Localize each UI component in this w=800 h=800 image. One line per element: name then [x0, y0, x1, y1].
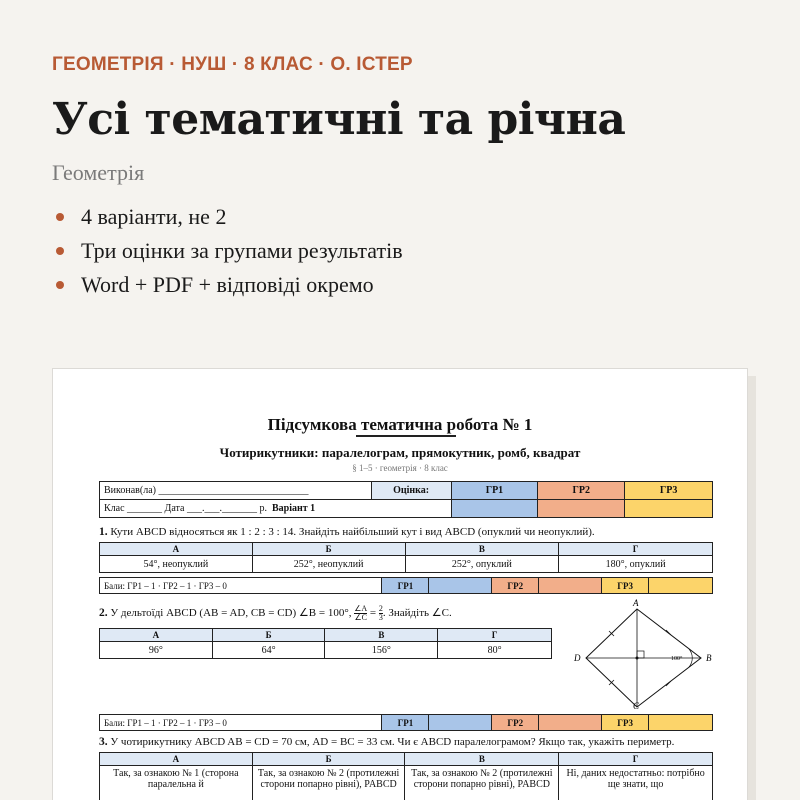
group-3-cell — [649, 715, 713, 731]
question-3 — [99, 736, 674, 748]
group-1-score — [451, 500, 538, 518]
tick-mark — [666, 630, 671, 635]
group-1-cell — [429, 715, 492, 731]
option-letter: В — [405, 543, 559, 556]
student-info-table — [99, 481, 713, 518]
question-number: 3. — [99, 736, 108, 748]
q1-answer-table — [99, 542, 713, 573]
bullet-dot-icon — [56, 247, 64, 255]
vertex-d-label: D — [574, 653, 581, 663]
feature-item — [52, 200, 403, 234]
option-letter: Б — [252, 543, 405, 556]
question-text: У чотирикутнику ABCD AB = CD = 70 см, AD = BC = 33 см. Чи є ABCD паралелограмом? Якщо так, укажіть периметр. — [110, 736, 675, 748]
question-text: Кути ABCD відносяться як 1 : 2 : 3 : 14. Знайдіть найбільший кут і вид ABCD (опуклий чи неопуклий). — [110, 526, 595, 538]
option-letter: Г — [438, 629, 552, 642]
question-1 — [99, 526, 595, 538]
center-point — [636, 657, 639, 660]
group-3-cell — [649, 578, 713, 594]
option-value: Так, за ознакою № 2 (протилежні сторони попарно рівні), PABCD — [252, 766, 405, 800]
fraction-numerator: ∠A — [354, 604, 368, 613]
fraction-angles — [354, 605, 367, 622]
group-3-header: ГР3 — [625, 482, 713, 500]
group-2-header: ГР2 — [538, 482, 625, 500]
question-number: 2. — [99, 607, 108, 620]
group-2-score — [538, 500, 625, 518]
group-3-tag: ГР3 — [602, 715, 649, 731]
option-value: 96° — [100, 642, 213, 659]
class-date-cell — [100, 500, 452, 518]
option-value: 80° — [438, 642, 552, 659]
question-2 — [99, 605, 452, 622]
option-value: 54°, неопуклий — [100, 556, 253, 573]
feature-item — [52, 268, 403, 302]
performer-cell: Виконав(ла) ______________________________ — [100, 482, 372, 500]
option-letter: Г — [559, 753, 713, 766]
option-value: 180°, опуклий — [559, 556, 713, 573]
equals-sign: = — [369, 607, 377, 620]
vertex-b-label: B — [706, 653, 712, 663]
group-2-tag: ГР2 — [492, 715, 539, 731]
tick-mark — [666, 681, 671, 686]
q1-score-row — [99, 577, 713, 594]
group-1-tag: ГР1 — [382, 715, 429, 731]
feature-text: Word + PDF + відповіді окремо — [81, 272, 374, 297]
fraction-denominator: ∠C — [354, 613, 367, 622]
group-3-tag: ГР3 — [602, 578, 649, 594]
class-date-text: Клас _______ Дата ___.___._______ р. — [104, 503, 267, 514]
feature-item — [52, 234, 403, 268]
group-3-score — [625, 500, 713, 518]
feature-text: Три оцінки за групами результатів — [81, 238, 403, 263]
question-text-end: . Знайдіть ∠C. — [382, 607, 452, 620]
group-1-header: ГР1 — [451, 482, 538, 500]
option-letter: А — [100, 543, 253, 556]
angle-label: 100° — [671, 656, 683, 662]
vertex-a-label: A — [633, 598, 639, 608]
group-2-cell — [539, 715, 602, 731]
option-letter: Г — [559, 543, 713, 556]
feature-list — [52, 200, 403, 302]
sheet-meta: § 1–5 · геометрія · 8 клас — [352, 463, 448, 473]
bullet-dot-icon — [56, 213, 64, 221]
sheet-title: Підсумкова тематична робота № 1 — [267, 415, 533, 434]
option-value: 156° — [325, 642, 438, 659]
score-text: Бали: ГР1 – 1 · ГР2 – 1 · ГР3 – 0 — [100, 715, 382, 731]
kicker: ГЕОМЕТРІЯ · НУШ · 8 КЛАС · О. ІСТЕР — [52, 54, 413, 75]
option-value: Ні, даних недостатньо: потрібно ще знати, що — [559, 766, 713, 800]
option-value: Так, за ознакою № 1 (сторона паралельна й — [100, 766, 253, 800]
option-value: 252°, неопуклий — [252, 556, 405, 573]
option-letter: Б — [212, 629, 325, 642]
group-2-tag: ГР2 — [492, 578, 539, 594]
bullet-dot-icon — [56, 281, 64, 289]
vertex-c-label: C — [633, 701, 640, 711]
grade-label: Оцінка: — [371, 482, 451, 500]
option-value: 252°, опуклий — [405, 556, 559, 573]
group-1-tag: ГР1 — [382, 578, 429, 594]
fraction-numerator: 2 — [378, 604, 383, 613]
question-text: У дельтоїді ABCD (AB = AD, CB = CD) ∠B = 100°, — [110, 607, 352, 620]
q2-answer-table — [99, 628, 552, 659]
score-text: Бали: ГР1 – 1 · ГР2 – 1 · ГР3 – 0 — [100, 578, 382, 594]
group-1-cell — [429, 578, 492, 594]
option-value: 64° — [212, 642, 325, 659]
option-letter: В — [405, 753, 559, 766]
q2-score-row — [99, 714, 713, 731]
question-number: 1. — [99, 526, 108, 538]
option-value: Так, за ознакою № 2 (протилежні сторони попарно рівні), PABCD — [405, 766, 559, 800]
group-2-cell — [539, 578, 602, 594]
sheet-subtitle: Чотирикутники: паралелограм, прямокутник, ромб, квадрат — [219, 445, 581, 460]
option-letter: А — [100, 629, 213, 642]
title-underline — [356, 435, 456, 437]
option-letter: А — [100, 753, 253, 766]
page-subtitle: Геометрія — [52, 160, 145, 185]
worksheet-preview — [52, 368, 748, 800]
feature-text: 4 варіанти, не 2 — [81, 204, 227, 229]
option-letter: Б — [252, 753, 405, 766]
deltoid-figure — [565, 597, 715, 712]
variant-label: Варіант 1 — [271, 503, 316, 514]
page-title: Усі тематичні та річна — [52, 94, 626, 145]
fraction-denominator: 3 — [378, 613, 383, 622]
q3-answer-table — [99, 752, 713, 800]
option-letter: В — [325, 629, 438, 642]
